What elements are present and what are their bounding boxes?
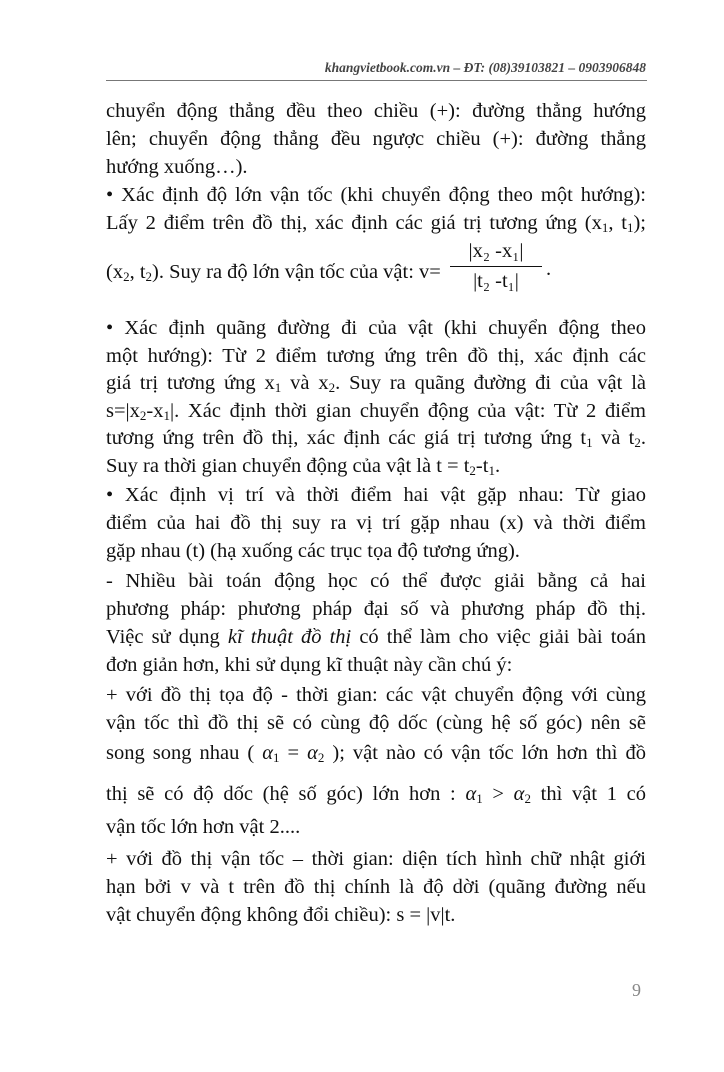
text-segment: α (307, 742, 318, 764)
text-segment: Việc sử dụng (106, 626, 228, 648)
subscript: 1 (272, 750, 280, 765)
text-segment: một hướng): Từ 2 điểm tương ứng trên đồ thị, xác định các (106, 345, 646, 367)
subscript: 2 (145, 269, 153, 284)
subscript: 1 (626, 220, 634, 235)
text-segment: , t (129, 261, 146, 283)
text-segment: thì vật 1 có (530, 783, 646, 805)
text-segment: chuyển động thẳng đều theo chiều (+): đường thẳng hướng (106, 100, 646, 122)
text-line (106, 453, 646, 479)
text-segment: + với đồ thị vận tốc – thời gian: diện tích hình chữ nhật giới (106, 848, 646, 870)
text-segment: α (465, 783, 477, 805)
text-segment: phương pháp: phương pháp đại số và phương pháp đồ thị. (106, 598, 646, 620)
subscript: 1 (163, 408, 170, 423)
fraction-numerator: |x₂ -x₁| (450, 240, 542, 267)
text-line (106, 902, 646, 928)
text-line (106, 510, 646, 536)
text-segment: • Xác định quãng đường đi của vật (khi chuyển động theo (106, 317, 646, 339)
text-line (106, 740, 646, 766)
text-segment: có thể làm cho việc giải bài toán (351, 626, 646, 648)
text-segment: Lấy 2 điểm trên đồ thị, xác định các giá trị tương ứng (x (106, 212, 602, 234)
text-segment: đơn giản hơn, khi sử dụng kĩ thuật này cần chú ý: (106, 654, 513, 676)
text-line (106, 682, 646, 708)
text-segment: thị sẽ có độ dốc (hệ số góc) lớn hơn : (106, 783, 466, 805)
text-segment: hạn bởi v và t trên đồ thị chính là độ dời (quãng đường nếu (106, 876, 646, 898)
text-segment: ); (633, 212, 646, 234)
subscript: 2 (634, 435, 641, 450)
text-segment: Suy ra thời gian chuyển động của vật là t = t (106, 455, 470, 477)
page-header: khangvietbook.com.vn – ĐT: (08)39103821 – 0903906848 (324, 60, 646, 75)
text-segment: = (279, 742, 308, 764)
text-segment: α (513, 783, 525, 805)
text-segment: , t (608, 212, 627, 234)
text-line (106, 874, 646, 900)
text-segment: tương ứng trên đồ thị, xác định các giá trị tương ứng t (106, 427, 587, 449)
subscript: 1 (274, 380, 282, 395)
text-line (106, 126, 646, 152)
text-line (106, 781, 646, 807)
subscript: 1 (601, 220, 609, 235)
text-segment: ). Suy ra độ lớn vận tốc của vật: v= (152, 261, 441, 283)
text-segment: (x (106, 261, 124, 283)
subscript: 2 (123, 269, 130, 284)
text-line (106, 343, 646, 369)
text-segment: . (494, 455, 501, 477)
subscript: 2 (469, 463, 476, 478)
text-segment: gặp nhau (t) (hạ xuống các trục tọa độ tương ứng). (106, 540, 520, 562)
text-segment: vận tốc lớn hơn vật 2.... (106, 816, 301, 838)
text-segment: α (262, 742, 273, 764)
text-line (106, 210, 646, 236)
text-segment: -x (146, 400, 164, 422)
subscript: 2 (524, 791, 531, 806)
text-segment: > (482, 783, 514, 805)
page-number: 9 (632, 980, 641, 1000)
text-segment: • Xác định vị trí và thời điểm hai vật gặp nhau: Từ giao (106, 484, 646, 506)
text-segment: - Nhiều bài toán động học có thể được giải bằng cả hai (106, 570, 646, 592)
text-line (106, 259, 646, 285)
text-line (106, 315, 646, 341)
text-segment: và t (592, 427, 635, 449)
text-segment: vận tốc thì đồ thị sẽ có cùng độ dốc (cùng hệ số góc) nên sẽ (106, 712, 646, 734)
text-segment: điểm của hai đồ thị suy ra vị trí gặp nhau (x) và thời điểm (106, 512, 646, 534)
text-segment: giá trị tương ứng x (106, 372, 275, 394)
text-segment: -t (475, 455, 489, 477)
text-segment: hướng xuống…). (106, 156, 248, 178)
text-segment: lên; chuyển động thẳng đều ngược chiều (+): đường thẳng (106, 128, 646, 150)
text-segment: vật chuyển động không đổi chiều): s = |v|t. (106, 904, 456, 926)
text-segment: và x (281, 372, 329, 394)
fraction-period: . (546, 258, 552, 280)
text-segment: |. Xác định thời gian chuyển động của vật: Từ 2 điểm (169, 400, 646, 422)
text-segment: . (640, 427, 646, 449)
text-line (106, 398, 646, 424)
subscript: 1 (476, 791, 483, 806)
text-line (106, 98, 646, 124)
text-line (106, 568, 646, 594)
text-segment: ); vật nào có vận tốc lớn hơn thì đồ (324, 742, 646, 764)
text-line (106, 846, 646, 872)
text-segment: . Suy ra quãng đường đi của vật là (335, 372, 646, 394)
text-segment: + với đồ thị tọa độ - thời gian: các vật chuyển động với cùng (106, 684, 646, 706)
text-line (106, 538, 646, 564)
subscript: 2 (328, 380, 336, 395)
subscript: 2 (139, 408, 147, 423)
text-line (106, 652, 646, 678)
text-segment: song song nhau ( (106, 742, 263, 764)
text-segment: • Xác định độ lớn vận tốc (khi chuyển động theo một hướng): (106, 184, 646, 206)
text-line (106, 596, 646, 622)
text-line (106, 814, 646, 840)
fraction-denominator: |t₂ -t₁| (473, 270, 519, 292)
text-line (106, 182, 646, 208)
text-segment: kĩ thuật đồ thị (227, 626, 352, 648)
header-divider (106, 80, 647, 81)
subscript: 1 (488, 463, 495, 478)
text-line (106, 425, 646, 451)
velocity-fraction (450, 240, 542, 293)
subscript: 1 (586, 435, 593, 450)
text-line (106, 154, 646, 180)
text-segment: s=|x (106, 400, 140, 422)
text-line (106, 370, 646, 396)
text-line (106, 482, 646, 508)
text-line (106, 624, 646, 650)
text-line (106, 710, 646, 736)
subscript: 2 (317, 750, 325, 765)
